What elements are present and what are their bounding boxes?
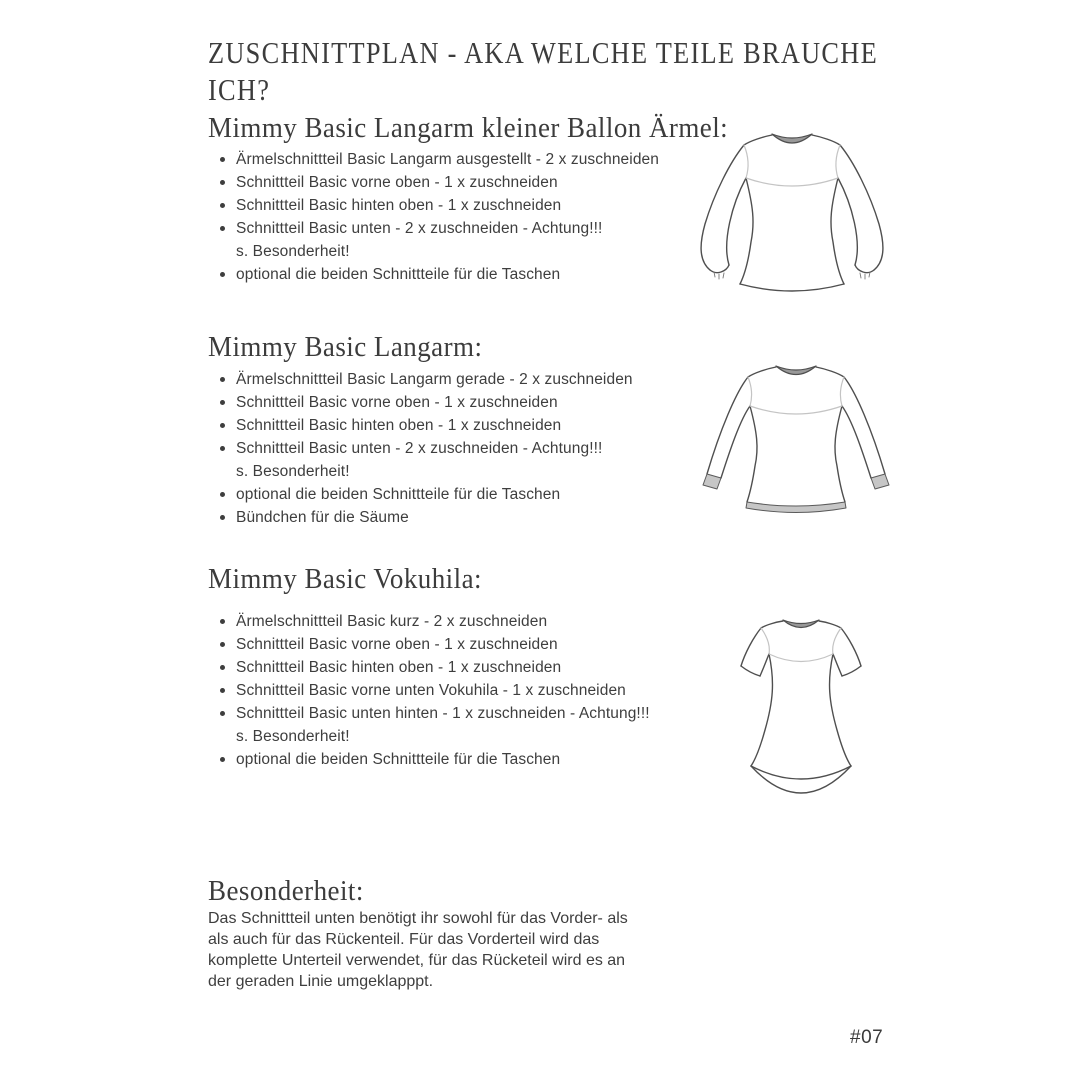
list-item-text: Schnittteil Basic hinten oben - 1 x zuschneiden (236, 197, 562, 214)
cut-list-balloon-sleeve (208, 148, 768, 286)
list-item (208, 368, 768, 391)
list-item-text: Schnittteil Basic vorne oben - 1 x zuschneiden (236, 394, 558, 411)
page-number: #07 (850, 1027, 884, 1048)
front-hem-curve (751, 766, 851, 779)
list-item (208, 437, 768, 483)
sleeve-right-outer (841, 628, 861, 666)
list-item (208, 633, 768, 656)
note-line: komplette Unterteil verwendet, für das Rücketeil wird es an (208, 952, 626, 969)
shoulder-right (819, 621, 841, 628)
list-item-text: Ärmelschnittteil Basic Langarm gerade - 2 x zuschneiden (236, 371, 633, 388)
list-item-text: Bündchen für die Säume (236, 509, 409, 526)
hem-curve (740, 284, 844, 291)
list-item (208, 171, 768, 194)
list-item-text: Schnittteil Basic hinten oben - 1 x zuschneiden (236, 659, 562, 676)
cut-list-vokuhila (208, 610, 768, 771)
shoulder-right (812, 135, 840, 145)
shoulder-left (748, 367, 776, 377)
list-item-text: Schnittteil Basic vorne oben - 1 x zuschneiden (236, 174, 558, 191)
page-title-line-1: ZUSCHNITTPLAN - AKA WELCHE TEILE BRAUCHE (208, 35, 878, 70)
page-title (208, 34, 878, 108)
section-heading-vokuhila: Mimmy Basic Vokuhila: (208, 563, 482, 595)
cuff-left-gathered-edge (710, 265, 729, 273)
armhole-seam-left (761, 628, 769, 654)
note-paragraph (208, 908, 728, 992)
list-item-text: Schnittteil Basic unten - 2 x zuschneiden - Achtung!!! (236, 220, 603, 237)
list-item-subtext: s. Besonderheit! (236, 243, 350, 260)
sleeve-right-inner (842, 406, 871, 478)
hem-band (746, 502, 846, 513)
armhole-seam-right (840, 377, 844, 406)
list-item-text: Schnittteil Basic unten hinten - 1 x zuschneiden - Achtung!!! (236, 705, 650, 722)
sleeve-left-inner (760, 654, 769, 676)
body-side-left (740, 178, 753, 284)
list-item (208, 391, 768, 414)
sleeve-right-hem (842, 666, 861, 676)
sleeve-left-inner (727, 178, 746, 265)
list-item (208, 702, 768, 748)
yoke-seam (746, 178, 838, 186)
list-item (208, 217, 768, 263)
note-line: als auch für das Rückenteil. Für das Vorderteil wird das (208, 931, 600, 948)
armhole-seam-right (833, 628, 841, 654)
sleeve-left-inner (721, 406, 750, 478)
list-item (208, 148, 768, 171)
list-item-subtext: s. Besonderheit! (236, 728, 350, 745)
langarm-shirt-illustration (692, 358, 900, 520)
list-item-text: Ärmelschnittteil Basic Langarm ausgestellt - 2 x zuschneiden (236, 151, 659, 168)
vokuhila-shirt-illustration (714, 612, 888, 794)
page-title-line-2: ICH? (208, 72, 271, 107)
collar-band (776, 366, 816, 375)
shoulder-right (816, 367, 844, 377)
langarm-shirt-svg (692, 358, 900, 520)
balloon-sleeve-shirt-svg (686, 124, 898, 300)
sleeve-left-hem (741, 666, 760, 676)
body-side-right (835, 406, 845, 502)
list-item-text: Ärmelschnittteil Basic kurz - 2 x zuschneiden (236, 613, 548, 630)
sleeve-left-outer (741, 628, 761, 666)
list-item-text: Schnittteil Basic vorne oben - 1 x zuschneiden (236, 636, 558, 653)
balloon-sleeve-shirt-illustration (686, 124, 898, 300)
cuff-right (871, 474, 889, 489)
list-item (208, 610, 768, 633)
body-side-right (831, 178, 844, 284)
list-item-text: Schnittteil Basic unten - 2 x zuschneiden - Achtung!!! (236, 440, 603, 457)
note-line: Das Schnittteil unten benötigt ihr sowohl für das Vorder- als (208, 910, 628, 927)
sleeve-right-inner (833, 654, 842, 676)
armhole-seam-right (836, 145, 840, 178)
section-heading-balloon-sleeve: Mimmy Basic Langarm kleiner Ballon Ärmel: (208, 112, 729, 144)
list-item-text: optional die beiden Schnittteile für die Taschen (236, 266, 561, 283)
yoke-seam (769, 654, 833, 662)
sleeve-right-inner (838, 178, 857, 265)
list-item (208, 656, 768, 679)
list-item-subtext: s. Besonderheit! (236, 463, 350, 480)
yoke-seam (750, 406, 842, 414)
cuff-left (703, 474, 721, 489)
list-item (208, 506, 768, 529)
collar-band (772, 134, 812, 143)
cuff-right-gathered-edge (855, 265, 874, 273)
note-line: der geraden Linie umgeklapppt. (208, 973, 434, 990)
shoulder-left (761, 621, 783, 628)
note-heading: Besonderheit: (208, 875, 364, 907)
list-item-text: optional die beiden Schnittteile für die Taschen (236, 751, 561, 768)
armhole-seam-left (744, 145, 748, 178)
sleeve-left-outer (701, 145, 744, 270)
shoulder-left (744, 135, 772, 145)
collar-band (783, 620, 819, 628)
list-item (208, 194, 768, 217)
list-item (208, 263, 768, 286)
vokuhila-shirt-svg (714, 612, 888, 794)
list-item-text: optional die beiden Schnittteile für die Taschen (236, 486, 561, 503)
list-item-text: Schnittteil Basic vorne unten Vokuhila - 1 x zuschneiden (236, 682, 626, 699)
list-item (208, 679, 768, 702)
list-item-text: Schnittteil Basic hinten oben - 1 x zuschneiden (236, 417, 562, 434)
section-heading-langarm: Mimmy Basic Langarm: (208, 331, 483, 363)
list-item (208, 414, 768, 437)
armhole-seam-left (748, 377, 752, 406)
list-item (208, 483, 768, 506)
sleeve-right-outer (840, 145, 883, 270)
cut-list-langarm (208, 368, 768, 529)
body-side-left (747, 406, 757, 502)
list-item (208, 748, 768, 771)
